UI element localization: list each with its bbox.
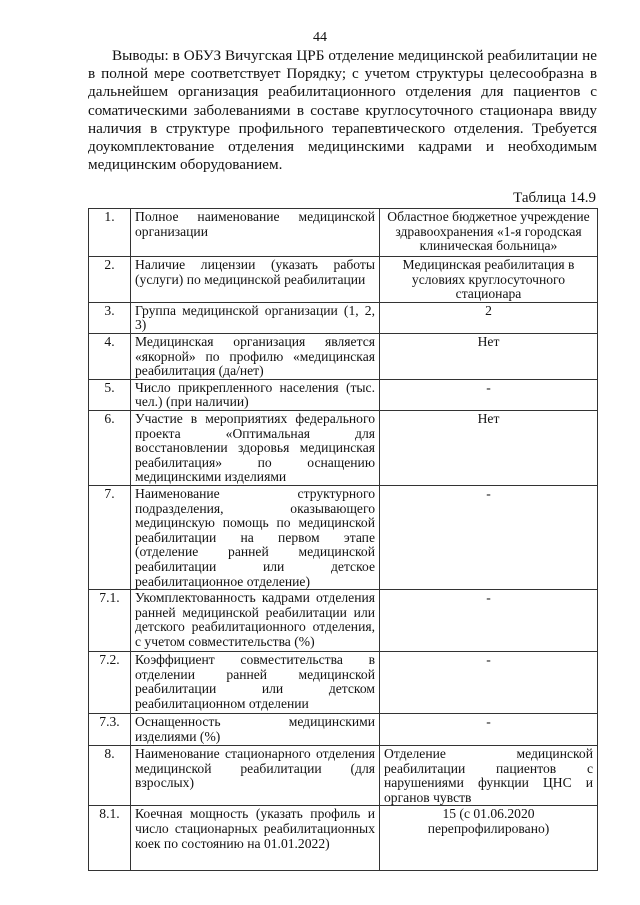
conclusion-paragraph: Выводы: в ОБУЗ Вичугская ЦРБ отделение медицинской реабилитации не в полной мере соответствует Порядку; с учетом структуры целесообразна в дальнейшем организация реабилитационного отделения для пациентов с соматическими заболеваниями в составе круглосуточного стационара ввиду наличия в структуре профильного терапевтического отделения. Требуется доукомплектование отделения медицинскими кадрами и необходимым медицинским оборудованием. [88,47,597,174]
row-value: 2 [380,302,598,333]
row-label: Наличие лицензии (указать работы (услуги) по медицинской реабилитации [131,257,380,303]
row-label: Наименование стационарного отделения медицинской реабилитации (для взрослых) [131,746,380,806]
row-label: Наименование структурного подразделения, оказывающего медицинскую помощь по медицинской реабилитации на первом этапе (отделение ранней медицинской реабилитации или детское реабилитационное отделение) [131,485,380,589]
row-label: Коэффициент совместительства в отделении ранней медицинской реабилитации или детском реабилитационном отделении [131,652,380,714]
table-row [89,379,598,410]
table-row [89,209,598,257]
table-row [89,485,598,589]
page-number: 44 [313,30,327,45]
row-value: - [380,485,598,589]
row-value: Медицинская реабилитация в условиях круглосуточного стационара [380,257,598,303]
row-label: Участие в мероприятиях федерального проекта «Оптимальная для восстановлении здоровья медицинская реабилитация» по оснащению медицинскими изделиями [131,410,380,485]
row-label: Группа медицинской организации (1, 2, 3) [131,302,380,333]
row-number: 6. [89,410,131,485]
row-value: Отделение медицинской реабилитации пациентов с нарушениями функции ЦНС и органов чувств [380,746,598,806]
row-label: Укомплектованность кадрами отделения ранней медицинской реабилитации или детского реабилитационного отделения, с учетом совместительства (%) [131,590,380,652]
row-number: 4. [89,333,131,379]
row-value: - [380,714,598,746]
row-value: - [380,652,598,714]
row-value: Нет [380,410,598,485]
row-number: 8.1. [89,806,131,871]
row-number: 3. [89,302,131,333]
row-number: 5. [89,379,131,410]
table-row [89,257,598,303]
table-row [89,806,598,871]
row-label: Число прикрепленного населения (тыс. чел.) (при наличии) [131,379,380,410]
row-number: 7. [89,485,131,589]
row-label: Медицинская организация является «якорной» по профилю «медицинская реабилитация (да/нет) [131,333,380,379]
row-label: Полное наименование медицинской организации [131,209,380,257]
table-row [89,652,598,714]
row-label: Коечная мощность (указать профиль и число стационарных реабилитационных коек по состоянию на 01.01.2022) [131,806,380,871]
info-table [88,208,598,871]
row-label: Оснащенность медицинскими изделиями (%) [131,714,380,746]
table-row [89,302,598,333]
row-number: 7.2. [89,652,131,714]
row-value: - [380,590,598,652]
row-value: 15 (с 01.06.2020 перепрофилировано) [380,806,598,871]
row-number: 8. [89,746,131,806]
row-number: 1. [89,209,131,257]
row-number: 2. [89,257,131,303]
row-value: Областное бюджетное учреждение здравоохранения «1-я городская клиническая больница» [380,209,598,257]
row-number: 7.3. [89,714,131,746]
row-value: Нет [380,333,598,379]
table-caption: Таблица 14.9 [513,190,596,206]
table-row [89,746,598,806]
row-number: 7.1. [89,590,131,652]
table-row [89,410,598,485]
table-row [89,333,598,379]
row-value: - [380,379,598,410]
table-row [89,714,598,746]
table-row [89,590,598,652]
